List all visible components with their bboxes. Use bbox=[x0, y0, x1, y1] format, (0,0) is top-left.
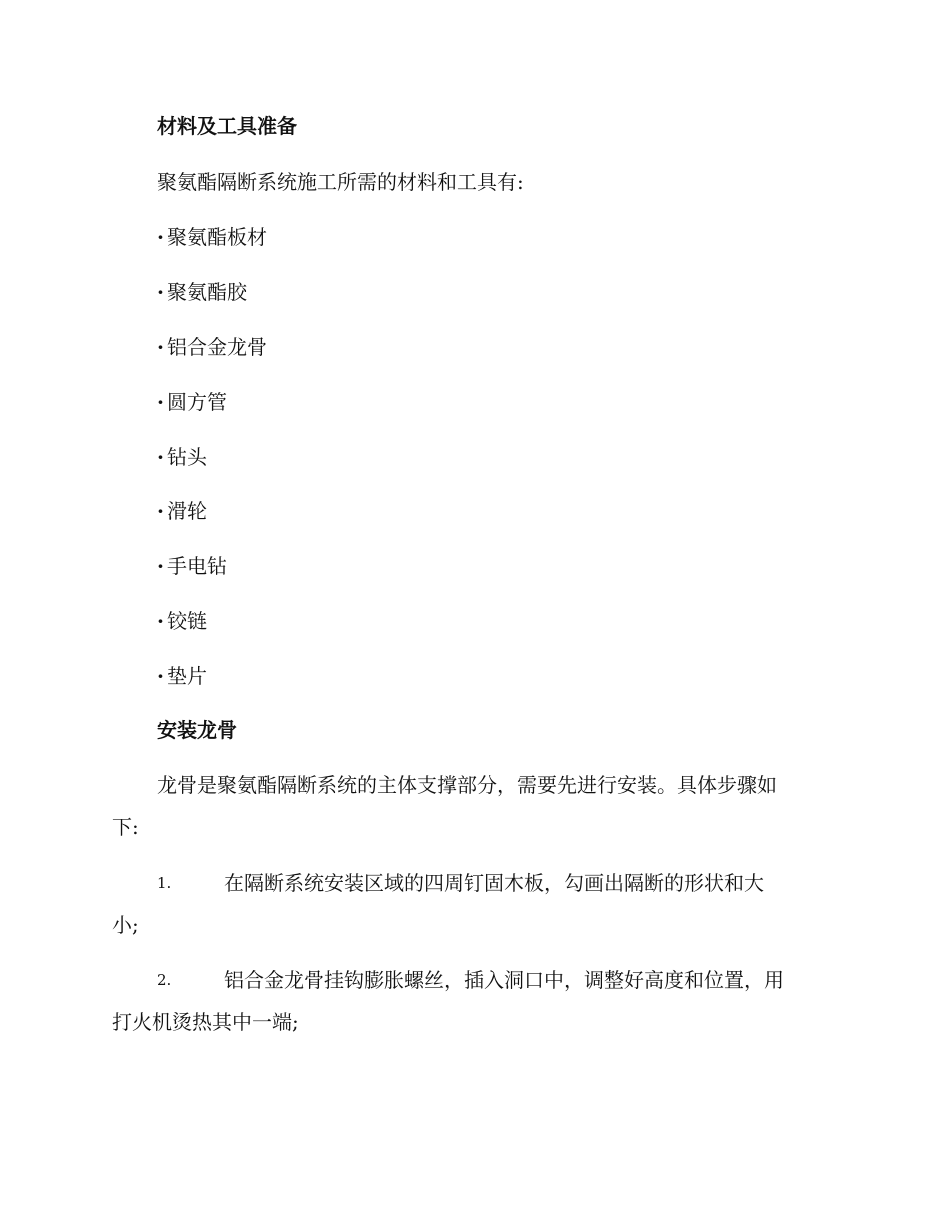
install-intro-line1: 龙骨是聚氨酯隔断系统的主体支撑部分，需要先进行安装。具体步骤如 bbox=[157, 773, 777, 797]
list-item bbox=[157, 443, 207, 471]
list-item-label: 滑轮 bbox=[167, 499, 207, 523]
step-number: 1. bbox=[157, 874, 172, 892]
bullet-icon: · bbox=[157, 335, 164, 359]
bullet-icon: · bbox=[157, 499, 164, 523]
section-heading-materials: 材料及工具准备 bbox=[157, 114, 297, 138]
list-item-label: 聚氨酯板材 bbox=[167, 225, 267, 249]
list-item bbox=[157, 333, 267, 361]
bullet-icon: · bbox=[157, 609, 164, 633]
list-item bbox=[157, 497, 207, 525]
bullet-icon: · bbox=[157, 390, 164, 414]
materials-intro: 聚氨酯隔断系统施工所需的材料和工具有: bbox=[157, 170, 524, 194]
step-text-line1: 铝合金龙骨挂钩膨胀螺丝，插入洞口中，调整好高度和位置，用 bbox=[224, 968, 784, 992]
step-text-line1: 在隔断系统安装区域的四周钉固木板，勾画出隔断的形状和大 bbox=[224, 871, 764, 895]
list-item bbox=[157, 223, 267, 251]
list-item-label: 圆方管 bbox=[167, 390, 227, 414]
list-item-label: 铰链 bbox=[167, 609, 207, 633]
list-item bbox=[157, 388, 227, 416]
bullet-icon: · bbox=[157, 445, 164, 469]
bullet-icon: · bbox=[157, 664, 164, 688]
list-item-label: 垫片 bbox=[167, 664, 207, 688]
list-item bbox=[157, 552, 227, 580]
step-text-line2: 打火机烫热其中一端; bbox=[112, 1010, 299, 1034]
section-heading-install-keel: 安装龙骨 bbox=[157, 718, 237, 742]
bullet-icon: · bbox=[157, 225, 164, 249]
list-item-label: 钻头 bbox=[167, 445, 207, 469]
list-item bbox=[157, 607, 207, 635]
list-item-label: 手电钻 bbox=[167, 554, 227, 578]
bullet-icon: · bbox=[157, 280, 164, 304]
list-item bbox=[157, 662, 207, 690]
step-text-line2: 小; bbox=[112, 913, 139, 937]
list-item bbox=[157, 278, 247, 306]
step-number: 2. bbox=[157, 971, 172, 989]
install-intro-line2: 下: bbox=[112, 815, 139, 839]
bullet-icon: · bbox=[157, 554, 164, 578]
list-item-label: 聚氨酯胶 bbox=[167, 280, 247, 304]
list-item-label: 铝合金龙骨 bbox=[167, 335, 267, 359]
